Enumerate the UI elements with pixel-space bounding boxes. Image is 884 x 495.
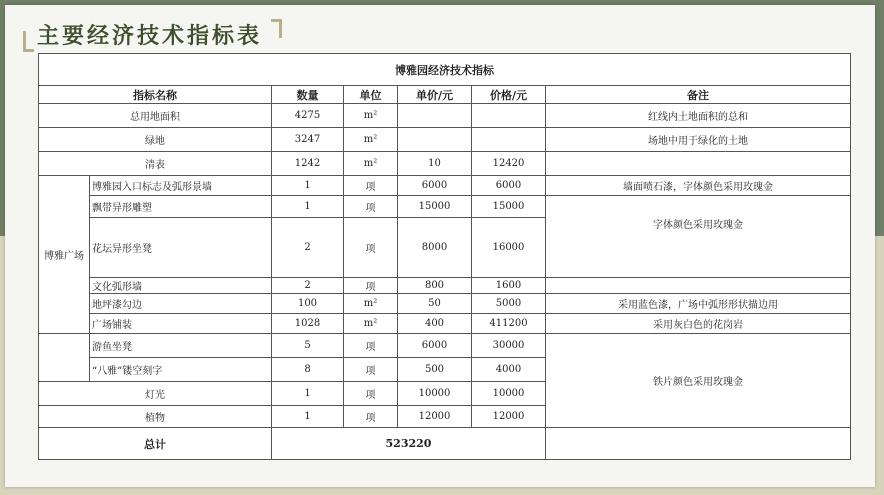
table-row — [39, 128, 851, 152]
total-label: 总计 — [39, 428, 272, 460]
row-total: 16000 — [472, 218, 546, 278]
row-qty: 1028 — [272, 314, 344, 334]
row-qty: 100 — [272, 294, 344, 314]
economic-indicators-table — [38, 53, 851, 460]
row-note-merged: 字体颜色采用玫瑰金 — [546, 196, 851, 278]
row-unit: m² — [344, 294, 398, 314]
row-name: 绿地 — [39, 128, 272, 152]
title-bracket-left — [23, 31, 34, 52]
table-row — [39, 278, 851, 294]
row-unit: 项 — [344, 176, 398, 196]
row-name: 植物 — [39, 406, 272, 428]
table-row — [39, 294, 851, 314]
row-total: 15000 — [472, 196, 546, 218]
row-qty: 1242 — [272, 152, 344, 176]
row-note: 红线内土地面积的总和 — [546, 104, 851, 128]
total-note — [546, 428, 851, 460]
row-note-merged: 铁片颜色采用玫瑰金 — [546, 334, 851, 428]
group-label-plaza: 博雅广场 — [39, 176, 90, 334]
row-total — [472, 128, 546, 152]
row-price: 800 — [398, 278, 472, 294]
row-name: 飘带异形雕塑 — [90, 196, 272, 218]
row-price: 15000 — [398, 196, 472, 218]
row-price: 400 — [398, 314, 472, 334]
row-qty: 5 — [272, 334, 344, 358]
table-row — [39, 176, 851, 196]
row-qty: 3247 — [272, 128, 344, 152]
row-name: 灯光 — [39, 382, 272, 406]
row-qty: 4275 — [272, 104, 344, 128]
row-price — [398, 128, 472, 152]
table-row — [39, 104, 851, 128]
row-unit: 项 — [344, 218, 398, 278]
row-price: 8000 — [398, 218, 472, 278]
row-qty: 1 — [272, 176, 344, 196]
table-row — [39, 334, 851, 358]
row-total: 1600 — [472, 278, 546, 294]
group-blank — [39, 334, 90, 382]
row-note — [546, 152, 851, 176]
row-total: 6000 — [472, 176, 546, 196]
row-price: 50 — [398, 294, 472, 314]
row-total: 12000 — [472, 406, 546, 428]
row-note: 场地中用于绿化的土地 — [546, 128, 851, 152]
row-name: 广场铺装 — [90, 314, 272, 334]
title-bracket-right — [271, 19, 282, 38]
header-unit-price: 单价/元 — [398, 86, 472, 104]
row-qty: 1 — [272, 406, 344, 428]
row-unit: m² — [344, 152, 398, 176]
row-unit: 项 — [344, 334, 398, 358]
row-note — [546, 278, 851, 294]
row-name: 博雅园入口标志及弧形景墙 — [90, 176, 272, 196]
row-note: 墙面喷石漆，字体颜色采用玫瑰金 — [546, 176, 851, 196]
row-price: 10 — [398, 152, 472, 176]
row-price: 6000 — [398, 176, 472, 196]
row-price: 500 — [398, 358, 472, 382]
row-qty: 2 — [272, 278, 344, 294]
table-row — [39, 314, 851, 334]
row-unit: 项 — [344, 382, 398, 406]
row-total — [472, 104, 546, 128]
row-qty: 1 — [272, 196, 344, 218]
row-qty: 2 — [272, 218, 344, 278]
row-unit: m² — [344, 128, 398, 152]
row-total: 4000 — [472, 358, 546, 382]
row-name: 地坪漆勾边 — [90, 294, 272, 314]
row-note: 采用灰白色的花岗岩 — [546, 314, 851, 334]
row-name: 花坛异形坐凳 — [90, 218, 272, 278]
row-price: 6000 — [398, 334, 472, 358]
header-name: 指标名称 — [39, 86, 272, 104]
row-unit: 项 — [344, 406, 398, 428]
row-name: 文化弧形墙 — [90, 278, 272, 294]
caption-row — [39, 54, 851, 86]
row-name: “八雅”镂空刻字 — [90, 358, 272, 382]
row-total: 12420 — [472, 152, 546, 176]
header-qty: 数量 — [272, 86, 344, 104]
row-qty: 1 — [272, 382, 344, 406]
row-total: 411200 — [472, 314, 546, 334]
row-unit: 项 — [344, 358, 398, 382]
header-unit: 单位 — [344, 86, 398, 104]
row-unit: m² — [344, 314, 398, 334]
row-name: 清表 — [39, 152, 272, 176]
row-note: 采用蓝色漆，广场中弧形形状描边用 — [546, 294, 851, 314]
row-unit: 项 — [344, 196, 398, 218]
row-total: 30000 — [472, 334, 546, 358]
header-note: 备注 — [546, 86, 851, 104]
total-row — [39, 428, 851, 460]
table-row — [39, 152, 851, 176]
row-price: 12000 — [398, 406, 472, 428]
header-price: 价格/元 — [472, 86, 546, 104]
header-row — [39, 86, 851, 104]
row-price: 10000 — [398, 382, 472, 406]
row-unit: m² — [344, 104, 398, 128]
page-title: 主要经济技术指标表 — [37, 23, 263, 49]
row-total: 5000 — [472, 294, 546, 314]
row-price — [398, 104, 472, 128]
row-name: 总用地面积 — [39, 104, 272, 128]
row-qty: 8 — [272, 358, 344, 382]
row-total: 10000 — [472, 382, 546, 406]
table-caption: 博雅园经济技术指标 — [39, 54, 851, 86]
total-value: 523220 — [272, 428, 546, 460]
row-unit: 项 — [344, 278, 398, 294]
table-row — [39, 196, 851, 218]
row-name: 游鱼坐凳 — [90, 334, 272, 358]
